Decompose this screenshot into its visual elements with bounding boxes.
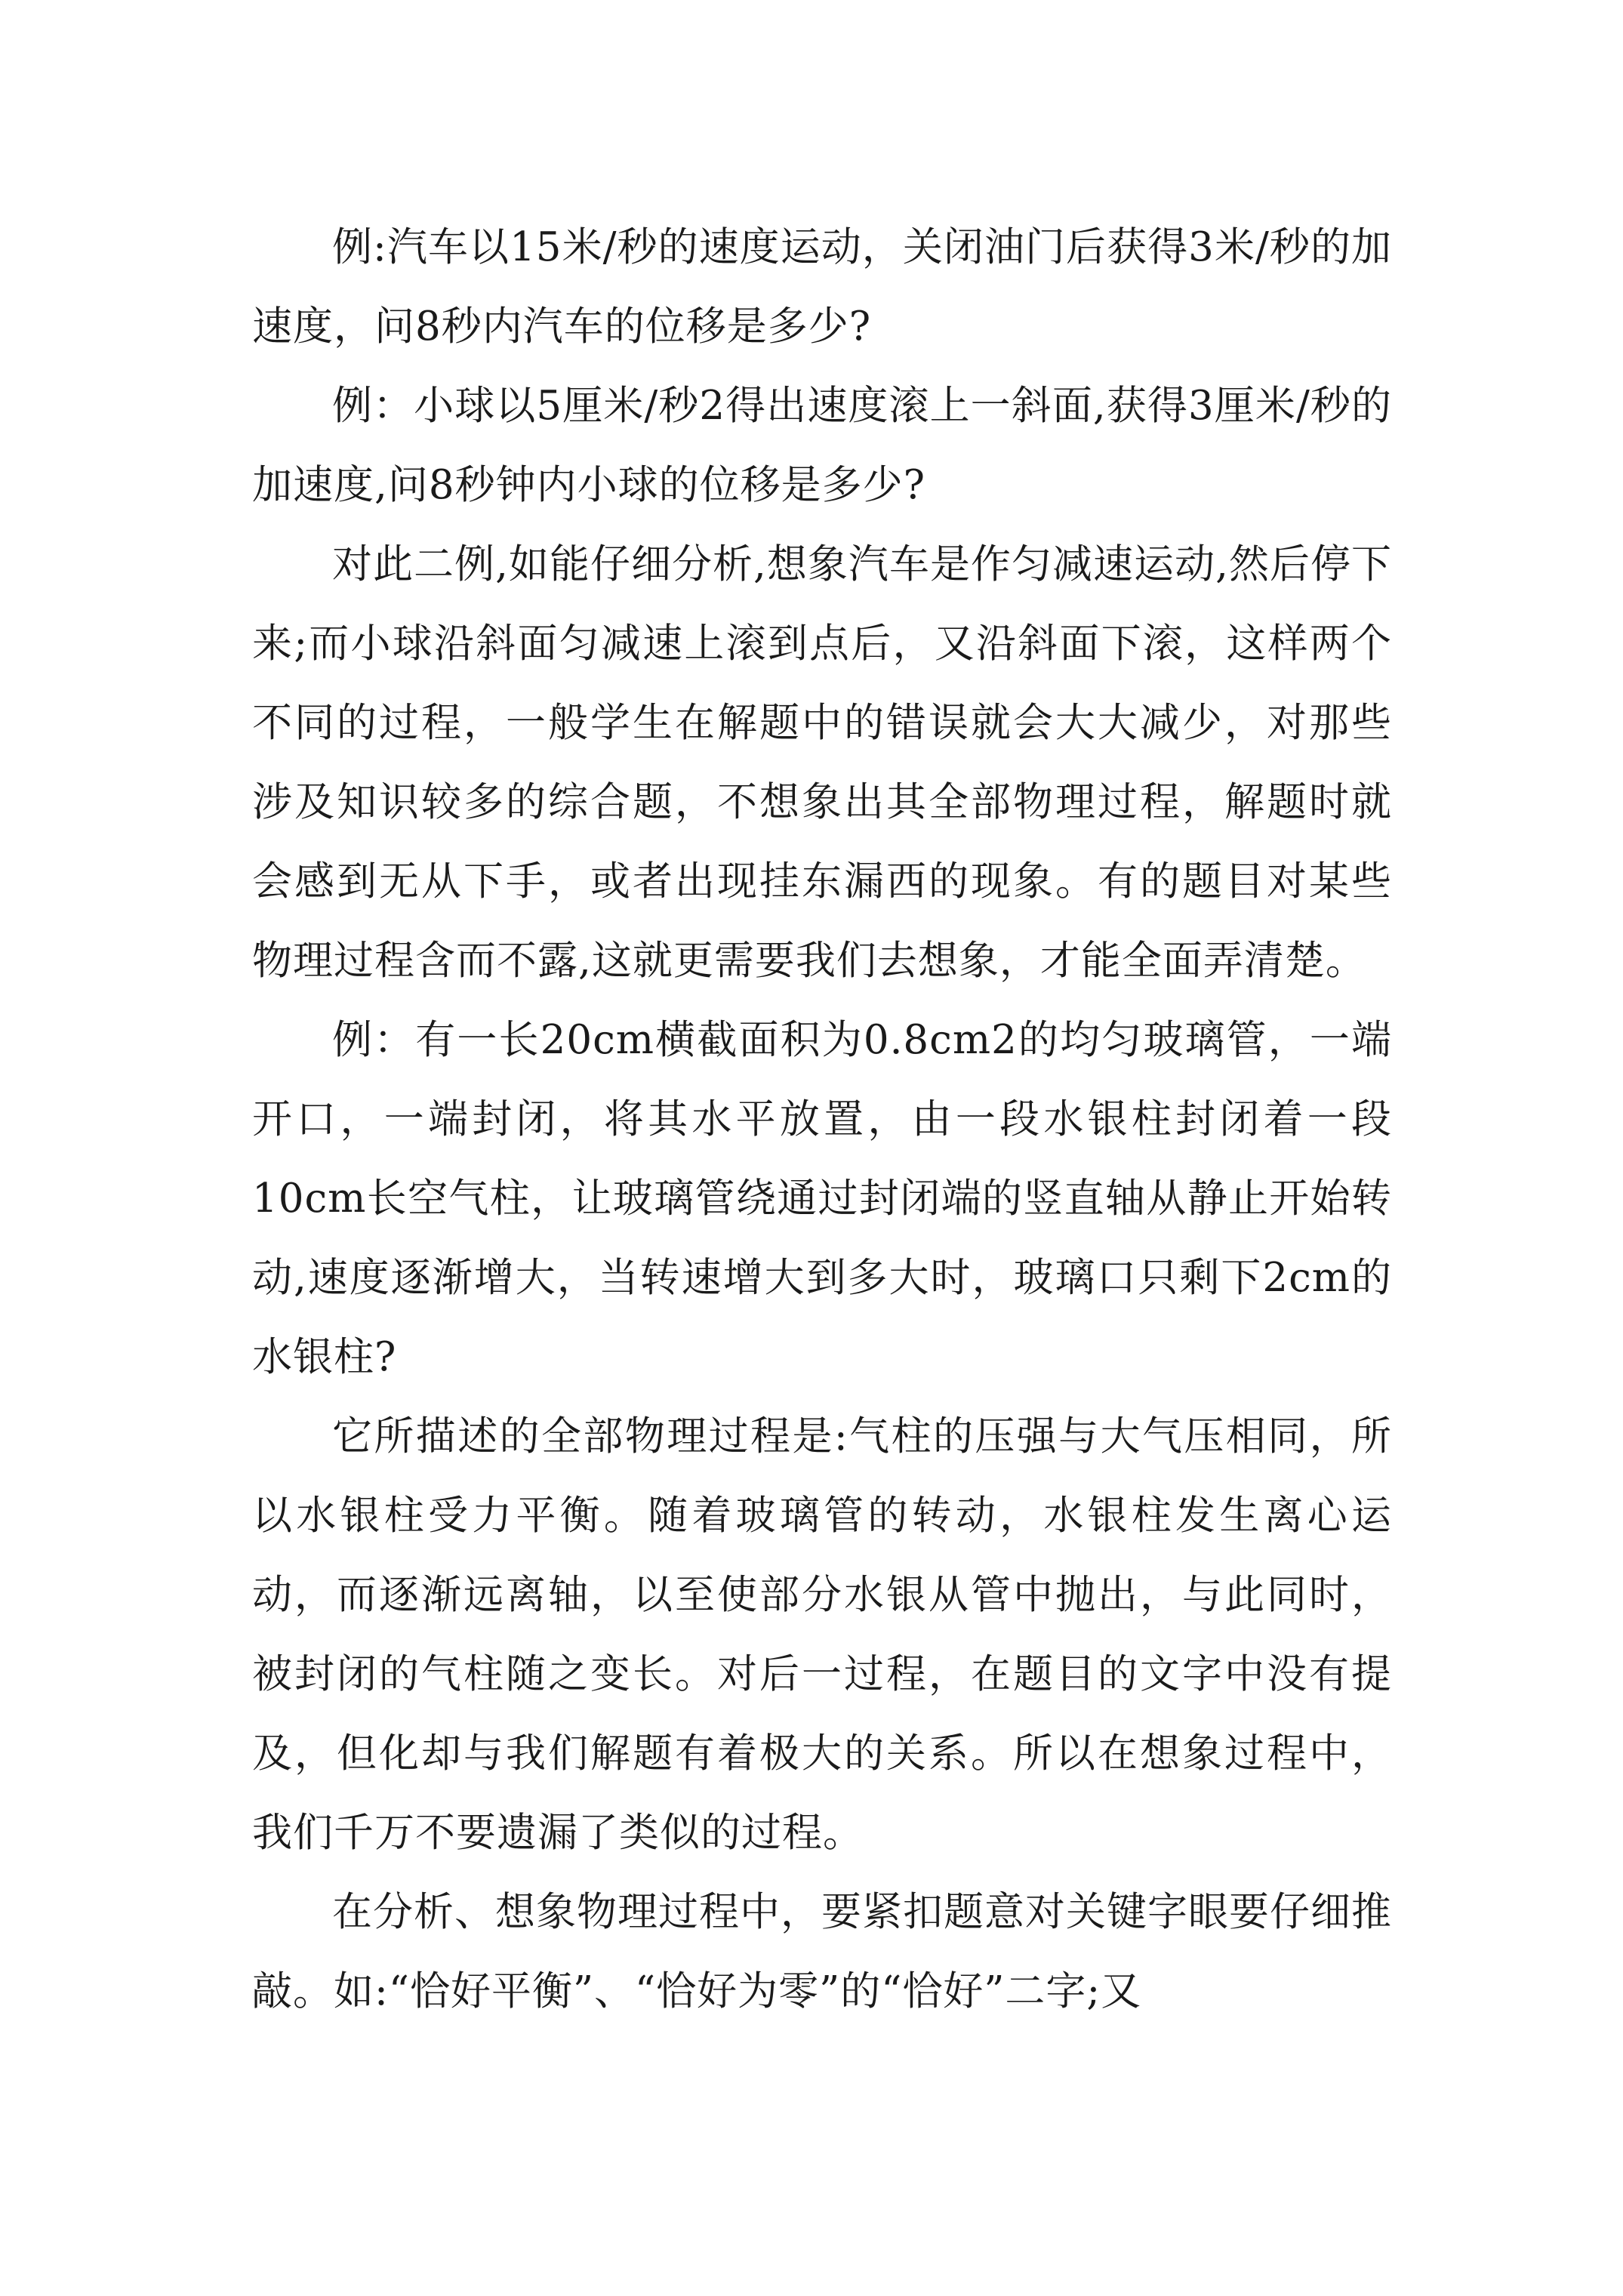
paragraph-physical-process: 它所描述的全部物理过程是:气柱的压强与大气压相同，所以水银柱受力平衡。随着玻璃管的转动，水银柱发生离心运动，而逐渐远离轴，以至使部分水银从管中抛出，与此同时，被封闭的气柱随之变长。对后一过程，在题目的文字中没有提及，但化却与我们解题有着极大的关系。所以在想象过程中，我们千万不要遗漏了类似的过程。: [252, 1413, 1392, 1856]
paragraph-example-car: 例:汽车以15米/秒的速度运动，关闭油门后获得3米/秒的加速度，问8秒内汽车的位移是多少?: [252, 224, 1392, 350]
paragraph-analysis: 对此二例,如能仔细分析,想象汽车是作匀减速运动,然后停下来;而小球沿斜面匀减速上滚到点后，又沿斜面下滚，这样两个不同的过程，一般学生在解题中的错误就会大大减少，对那些涉及知识较多的综合题，不想象出其全部物理过程，解题时就会感到无从下手，或者出现挂东漏西的现象。有的题目对某些物理过程含而不露,这就更需要我们去想象，才能全面弄清楚。: [252, 541, 1392, 984]
paragraph-example-ball: 例：小球以5厘米/秒2得出速度滚上一斜面,获得3厘米/秒的加速度,问8秒钟内小球的位移是多少?: [252, 383, 1392, 508]
document-page: [252, 208, 1392, 2031]
paragraph-example-glass-tube: 例：有一长20cm横截面积为0.8cm2的均匀玻璃管，一端开口，一端封闭，将其水平放置，由一段水银柱封闭着一段10cm长空气柱，让玻璃管绕通过封闭端的竖直轴从静止开始转动,速度逐渐增大，当转速增大到多大时，玻璃口只剩下2cm的水银柱?: [252, 1017, 1392, 1380]
paragraph-key-words: 在分析、想象物理过程中，要紧扣题意对关键字眼要仔细推敲。如:“恰好平衡”、“恰好为零”的“恰好”二字;又: [252, 1889, 1392, 2014]
